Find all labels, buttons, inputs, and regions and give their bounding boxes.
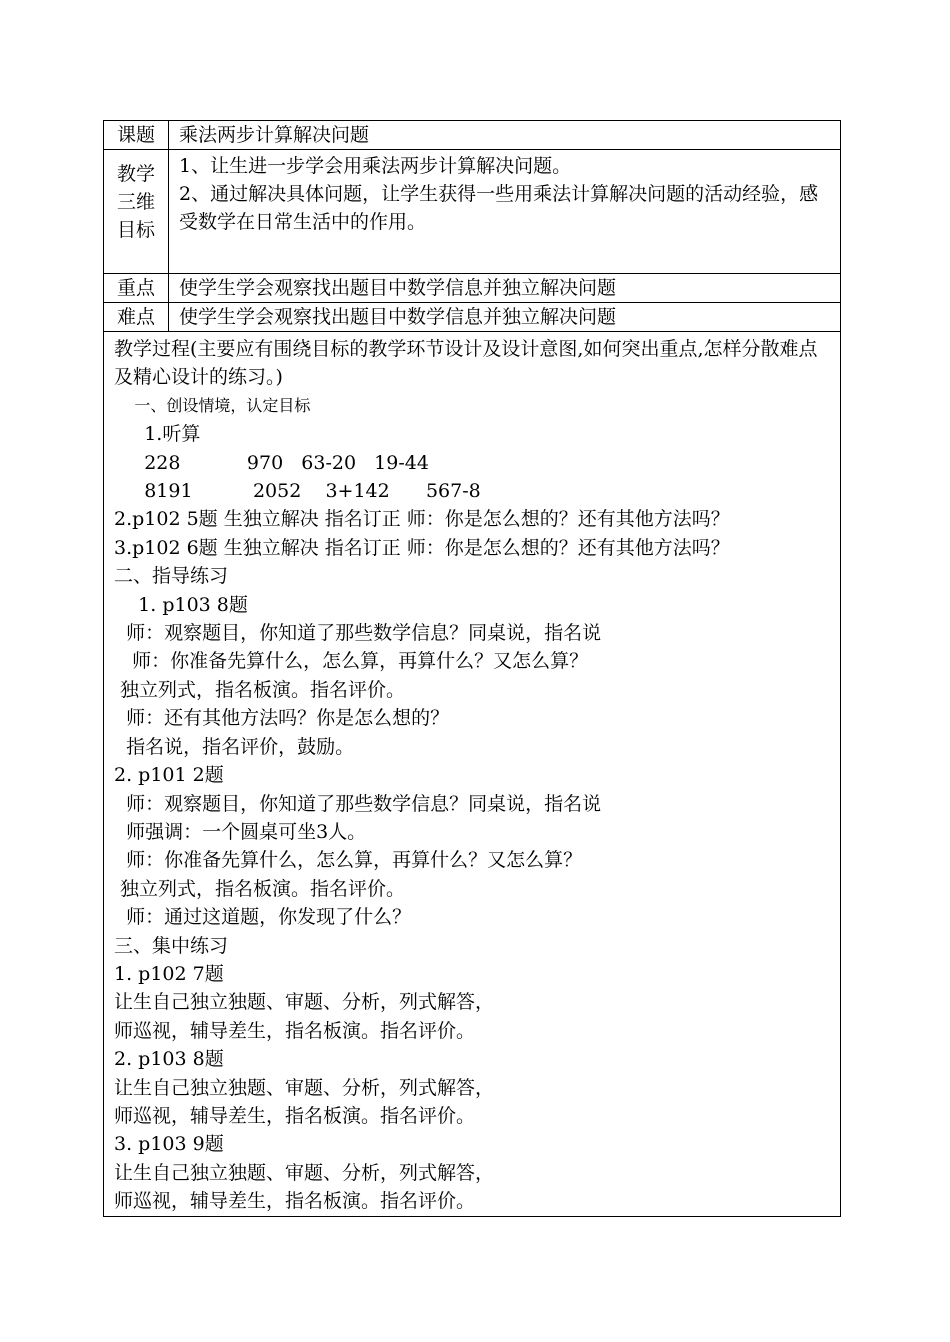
process-line: 1. p103 8题	[114, 593, 248, 616]
process-line: 1. p102 7题	[114, 962, 224, 985]
process-cell	[104, 332, 841, 1217]
process-line: 师：你准备先算什么，怎么算，再算什么？又怎么算？	[114, 849, 583, 872]
process-line: 2. p103 8题	[114, 1048, 224, 1071]
process-line: 让生自己独立独题、审题、分析，列式解答，	[114, 991, 495, 1014]
process-line: 师巡视，辅导差生，指名板演。指名评价。	[114, 1019, 476, 1042]
goals-label	[104, 150, 169, 274]
process-line: 228 970 63-20 19-44	[114, 451, 429, 474]
process-line: 独立列式，指名板演。指名评价。	[114, 678, 406, 701]
key-point-label: 重点	[104, 274, 169, 303]
process-line: 师：你准备先算什么，怎么算，再算什么？又怎么算？	[114, 650, 589, 673]
process-line: 师：通过这道题，你发现了什么？	[114, 906, 412, 929]
difficulty-value: 使学生学会观察找出题目中数学信息并独立解决问题	[169, 303, 841, 332]
goals-label-line: 教学	[116, 163, 155, 185]
key-point-row	[104, 274, 841, 303]
process-line: 8191 2052 3+142 567-8	[114, 480, 481, 503]
process-line: 师：还有其他方法吗？你是怎么想的？	[114, 707, 450, 730]
process-header: 教学过程(主要应有围绕目标的教学环节设计及设计意图,如何突出重点,怎样分散难点及精心设计的练习。)	[114, 338, 818, 389]
lesson-plan-table	[103, 120, 841, 1217]
process-line: 师巡视，辅导差生，指名板演。指名评价。	[114, 1104, 476, 1127]
difficulty-label: 难点	[104, 303, 169, 332]
process-line: 2.p102 5题 生独立解决 指名订正 师：你是怎么想的？还有其他方法吗？	[114, 508, 730, 531]
process-line: 师：观察题目，你知道了那些数学信息？同桌说，指名说	[114, 622, 602, 645]
lesson-plan-sheet	[103, 120, 840, 1217]
process-line: 师：观察题目，你知道了那些数学信息？同桌说，指名说	[114, 792, 602, 815]
topic-label: 课题	[104, 121, 169, 150]
process-line: 1.听算	[114, 423, 201, 446]
process-line: 一、创设情境，认定目标	[114, 395, 311, 415]
topic-value: 乘法两步计算解决问题	[169, 121, 841, 150]
process-line: 师强调：一个圆桌可坐3人。	[114, 820, 367, 843]
process-line: 指名说，指名评价，鼓励。	[114, 735, 355, 758]
process-line: 二、指导练习	[114, 565, 229, 588]
process-line: 师巡视，辅导差生，指名板演。指名评价。	[114, 1190, 476, 1213]
topic-row	[104, 121, 841, 150]
goal-item: 2、通过解决具体问题，让学生获得一些用乘法计算解决问题的活动经验，感受数学在日常生活中的作用。	[179, 183, 819, 233]
process-line: 3. p103 9题	[114, 1133, 224, 1156]
process-line: 让生自己独立独题、审题、分析，列式解答，	[114, 1076, 495, 1099]
goals-value	[169, 150, 841, 274]
goals-row	[104, 150, 841, 274]
process-line: 让生自己独立独题、审题、分析，列式解答，	[114, 1161, 495, 1184]
process-line: 3.p102 6题 生独立解决 指名订正 师：你是怎么想的？还有其他方法吗？	[114, 536, 730, 559]
difficulty-row	[104, 303, 841, 332]
process-line: 三、集中练习	[114, 934, 229, 957]
goals-label-line: 三维	[116, 191, 155, 213]
process-line: 2. p101 2题	[114, 764, 224, 787]
process-row	[104, 332, 841, 1217]
goals-label-line: 目标	[116, 219, 155, 241]
key-point-value: 使学生学会观察找出题目中数学信息并独立解决问题	[169, 274, 841, 303]
goal-item: 1、让生进一步学会用乘法两步计算解决问题。	[179, 155, 572, 177]
process-line: 独立列式，指名板演。指名评价。	[114, 877, 406, 900]
